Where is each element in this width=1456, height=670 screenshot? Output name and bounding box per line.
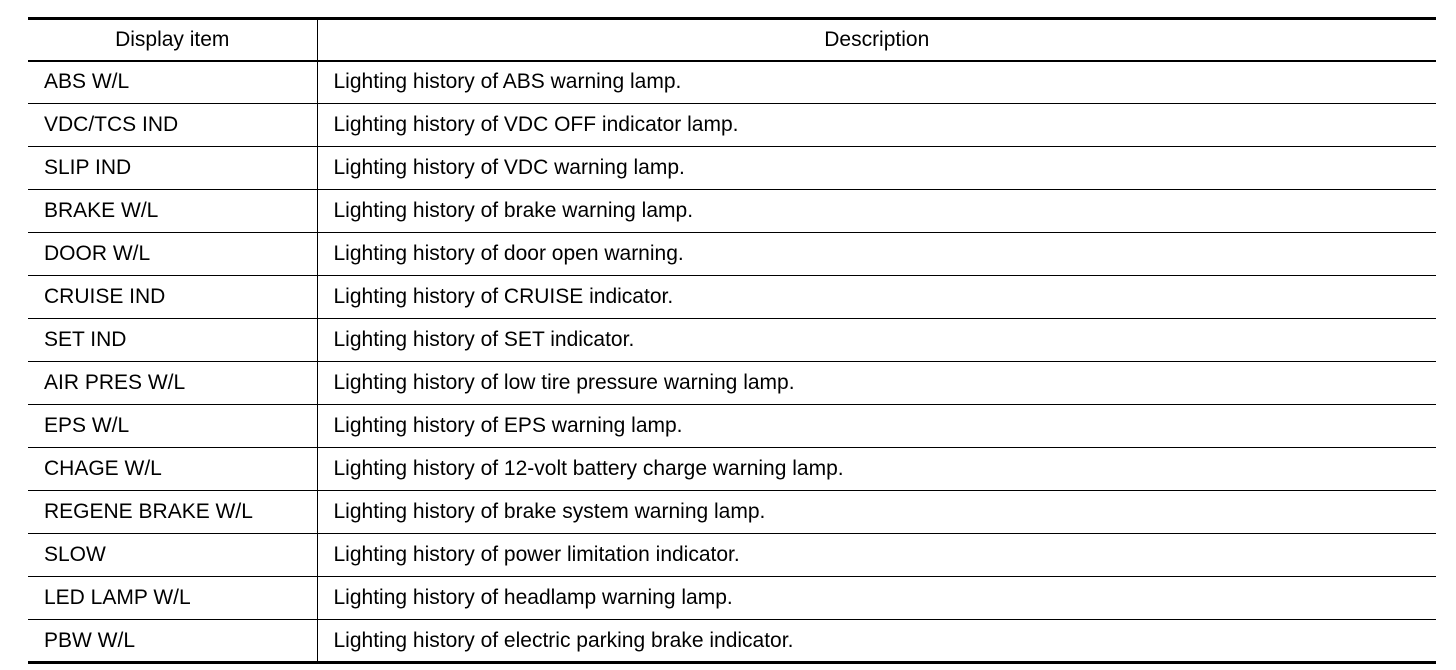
display-item-cell: DOOR W/L (28, 233, 317, 276)
display-item-cell: SLIP IND (28, 147, 317, 190)
table-row (28, 319, 1436, 362)
header-description: Description (317, 19, 1436, 61)
table-row (28, 577, 1436, 620)
table-row (28, 276, 1436, 319)
table-row (28, 448, 1436, 491)
description-cell: Lighting history of brake warning lamp. (317, 190, 1436, 233)
display-item-cell: AIR PRES W/L (28, 362, 317, 405)
description-cell: Lighting history of SET indicator. (317, 319, 1436, 362)
display-item-cell: ABS W/L (28, 61, 317, 104)
table-row (28, 362, 1436, 405)
description-cell: Lighting history of 12-volt battery charge warning lamp. (317, 448, 1436, 491)
display-item-cell: SLOW (28, 534, 317, 577)
header-row (28, 19, 1436, 61)
description-cell: Lighting history of EPS warning lamp. (317, 405, 1436, 448)
table-row (28, 491, 1436, 534)
display-item-cell: REGENE BRAKE W/L (28, 491, 317, 534)
description-cell: Lighting history of door open warning. (317, 233, 1436, 276)
description-cell: Lighting history of electric parking brake indicator. (317, 620, 1436, 663)
description-cell: Lighting history of VDC OFF indicator lamp. (317, 104, 1436, 147)
display-item-cell: CHAGE W/L (28, 448, 317, 491)
display-item-cell: LED LAMP W/L (28, 577, 317, 620)
display-item-cell: SET IND (28, 319, 317, 362)
display-item-cell: PBW W/L (28, 620, 317, 663)
table-body (28, 61, 1436, 663)
description-cell: Lighting history of headlamp warning lamp. (317, 577, 1436, 620)
display-item-cell: EPS W/L (28, 405, 317, 448)
display-item-cell: VDC/TCS IND (28, 104, 317, 147)
display-item-cell: BRAKE W/L (28, 190, 317, 233)
display-item-table (28, 17, 1436, 664)
table-row (28, 620, 1436, 663)
description-cell: Lighting history of low tire pressure warning lamp. (317, 362, 1436, 405)
table-header (28, 19, 1436, 61)
description-cell: Lighting history of ABS warning lamp. (317, 61, 1436, 104)
description-cell: Lighting history of brake system warning lamp. (317, 491, 1436, 534)
description-cell: Lighting history of power limitation indicator. (317, 534, 1436, 577)
description-cell: Lighting history of CRUISE indicator. (317, 276, 1436, 319)
table-row (28, 104, 1436, 147)
description-cell: Lighting history of VDC warning lamp. (317, 147, 1436, 190)
display-item-table-container (28, 17, 1436, 664)
header-display-item: Display item (28, 19, 317, 61)
table-row (28, 405, 1436, 448)
display-item-cell: CRUISE IND (28, 276, 317, 319)
table-row (28, 190, 1436, 233)
table-row (28, 534, 1436, 577)
table-row (28, 61, 1436, 104)
table-row (28, 147, 1436, 190)
table-row (28, 233, 1436, 276)
